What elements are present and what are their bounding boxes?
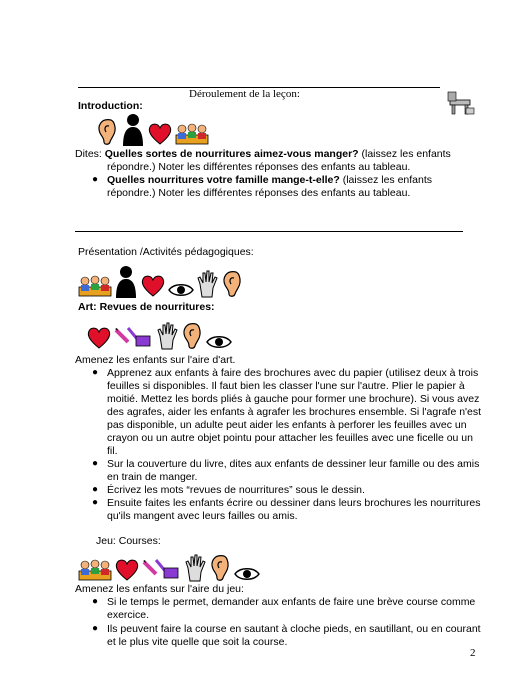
page-number: 2 [470,647,476,659]
jeu-label: Jeu: Courses: [96,535,161,547]
bullet: ● [92,367,99,378]
bullet: ● [92,596,99,607]
ear-icon [220,268,244,298]
eye-icon [168,282,194,298]
intro-question-1: Quelles sortes de nourritures aimez-vous manger? [104,148,359,160]
jeu-item-2-line1: Ils peuvent faire la course en sautant à cloche pieds, en sautillant, ou en courant [107,623,481,635]
art-item-1-line3: moitié. Mettez les bords pliés à gauche pour former une brochure). Si vous avez [107,393,480,405]
ear-icon [95,116,119,146]
art-item-2-line2: en train de manger. [107,471,198,483]
presentation-icon-row [78,262,244,298]
jeu-item-1-line2: exercice. [107,609,150,621]
bullet: ● [92,484,99,495]
dites-line-2 [107,174,432,187]
eye-icon [206,334,232,350]
intro-question-1-rest: (laissez les enfants [358,148,451,160]
art-label: Art: Revues de nourritures: [78,301,215,313]
art-item-1-line6: crayon ou un autre objet pointu pour attacher les feuilles avec une ficelle ou un [107,432,473,444]
lesson-heading: Déroulement de la leçon: [189,88,300,100]
hand-icon [184,554,206,582]
jeu-item-2-line2: et le plus vite quelle que soit la course. [107,636,288,648]
intro-label: Introduction: [78,100,143,112]
hand-icon [196,270,218,298]
art-item-2-line1: Sur la couverture du livre, dites aux enfants de dessiner leur famille ou des amis [107,458,480,470]
children-group-icon [78,274,112,298]
art-item-1-line5: pas disponible, un adulte peut aider les enfants à perforer les feuilles avec un [107,419,467,431]
ear-icon [208,552,232,582]
art-item-4-line2: qu'ils mangent avec leurs failles ou amis. [107,510,298,522]
ear-icon [180,320,204,350]
jeu-item-1-line1: Si le temps le permet, demander aux enfants de faire une brève course comme [107,596,476,608]
presentation-label: Présentation /Activités pédagogiques: [78,246,254,258]
heart-icon [147,122,173,146]
intro-question-2-rest: (laissez les enfants [339,174,433,186]
children-group-icon [78,558,112,582]
bullet: ● [92,497,99,508]
art-item-1-line1: Apprenez aux enfants à faire des brochures avec du papier (utilisez deux à trois [107,367,479,379]
intro-icon-row [95,112,209,146]
art-item-1-line7: fil. [107,445,118,457]
intro-question-2-line2: répondre.) Noter les différentes réponses des enfants au tableau. [107,187,411,199]
paint-supplies-icon [114,324,154,350]
intro-question-1-line2: répondre.) Noter les différentes réponses des enfants au tableau. [107,161,411,173]
hand-icon [156,322,178,350]
art-item-1-line4: des agrafes, aider les enfants à agrafer les brochures ensemble. Si l'agrafe n'est [107,406,482,418]
art-item-1-line2: feuilles si disponibles. Il faut bien les classer l'une sur l'autre. Plier le papier à [107,380,465,392]
heart-icon [140,274,166,298]
bullet: ● [92,623,99,634]
jeu-icon-row [78,550,260,582]
eye-icon [234,566,260,582]
art-item-4-line1: Ensuite faites les enfants écrire ou dessiner dans leurs brochures les nourritures [107,497,481,509]
paint-supplies-icon [142,556,182,582]
intro-question-2: Quelles nourritures votre famille mange-t-elle? [107,174,340,186]
dites-prefix: Dites: [75,148,105,160]
jeu-intro: Amenez les enfants sur l'aire du jeu: [75,583,244,595]
children-group-icon [175,122,209,146]
art-item-3-line1: Écrivez les mots “revues de nourritures” sous le dessin. [107,484,365,496]
section-rule [75,231,463,232]
silhouette-icon [114,264,138,298]
dites-line-1 [75,148,451,161]
heart-icon [86,326,112,350]
teacher-desk-icon [446,88,476,118]
silhouette-icon [121,112,145,146]
art-intro: Amenez les enfants sur l'aire d'art. [75,354,236,366]
art-icon-row [86,318,232,350]
bullet: ● [92,174,99,185]
heart-icon [114,558,140,582]
bullet: ● [92,458,99,469]
